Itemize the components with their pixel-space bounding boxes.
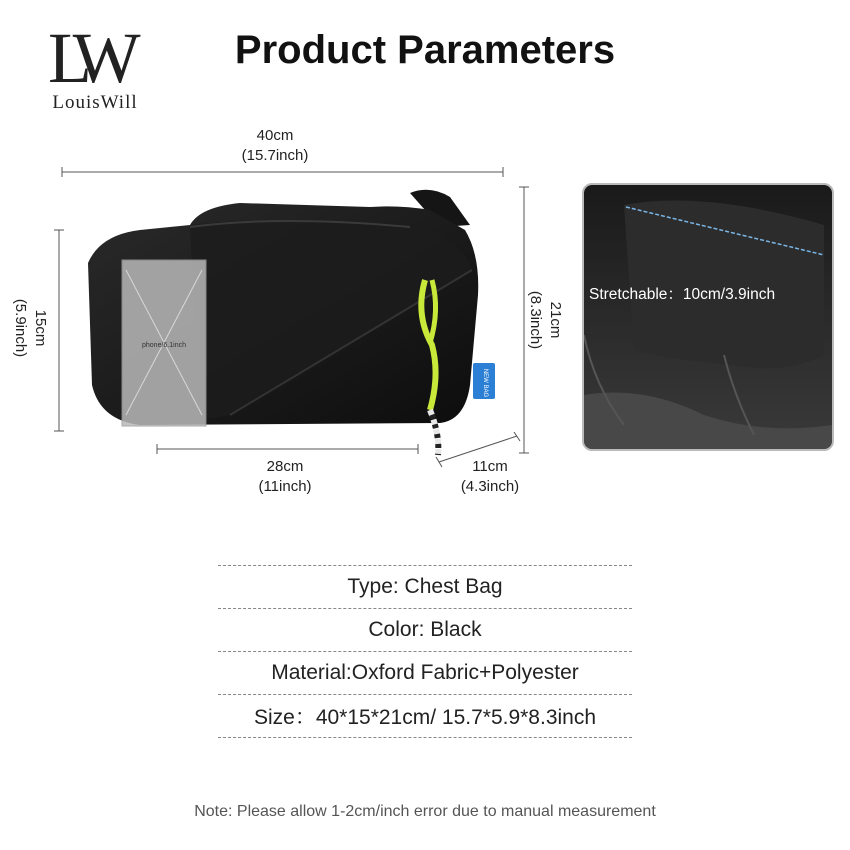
- measurement-note: Note: Please allow 1-2cm/inch error due to manual measurement: [194, 803, 656, 820]
- depth-inch: (8.3inch): [527, 290, 544, 350]
- side-dimension: [435, 457, 545, 497]
- width-measure-line: [60, 166, 505, 178]
- spec-color: Color: Black: [218, 608, 632, 651]
- brand-name: LouisWill: [52, 92, 138, 113]
- phone-label: phone/6.1inch: [142, 342, 186, 349]
- height-measure-line: [53, 228, 65, 433]
- bottom-cm: 28cm: [266, 458, 304, 475]
- stretchable-label: Stretchable：10cm/3.9inch: [589, 286, 776, 303]
- brand-tag: [473, 363, 495, 399]
- width-inch: (15.7inch): [241, 147, 309, 164]
- side-inch: (4.3inch): [460, 478, 520, 495]
- phone-overlay: [122, 260, 206, 426]
- side-cm: 11cm: [472, 458, 508, 475]
- brand-tag-text: NEW BAG: [482, 368, 488, 398]
- width-cm: 40cm: [256, 127, 294, 144]
- spec-type: Type: Chest Bag: [218, 565, 632, 608]
- inner-pocket-photo: [582, 183, 834, 451]
- bottom-measure-line: [155, 443, 420, 455]
- depth-dimension: [525, 270, 565, 370]
- page-title: Product Parameters: [234, 28, 616, 72]
- specs-table: [218, 565, 632, 738]
- width-dimension: [215, 126, 335, 166]
- bottom-dimension: [225, 457, 345, 497]
- height-cm: 15cm: [32, 309, 49, 347]
- depth-cm: 21cm: [547, 301, 564, 339]
- logo-letters: LW: [48, 20, 127, 90]
- height-inch: (5.9inch): [12, 298, 29, 358]
- spec-material: Material:Oxford Fabric+Polyester: [218, 651, 632, 694]
- bag-illustration: [80, 185, 520, 460]
- bottom-inch: (11inch): [258, 478, 312, 495]
- spec-size: Size：40*15*21cm/ 15.7*5.9*8.3inch: [218, 694, 632, 738]
- height-dimension: [10, 278, 50, 378]
